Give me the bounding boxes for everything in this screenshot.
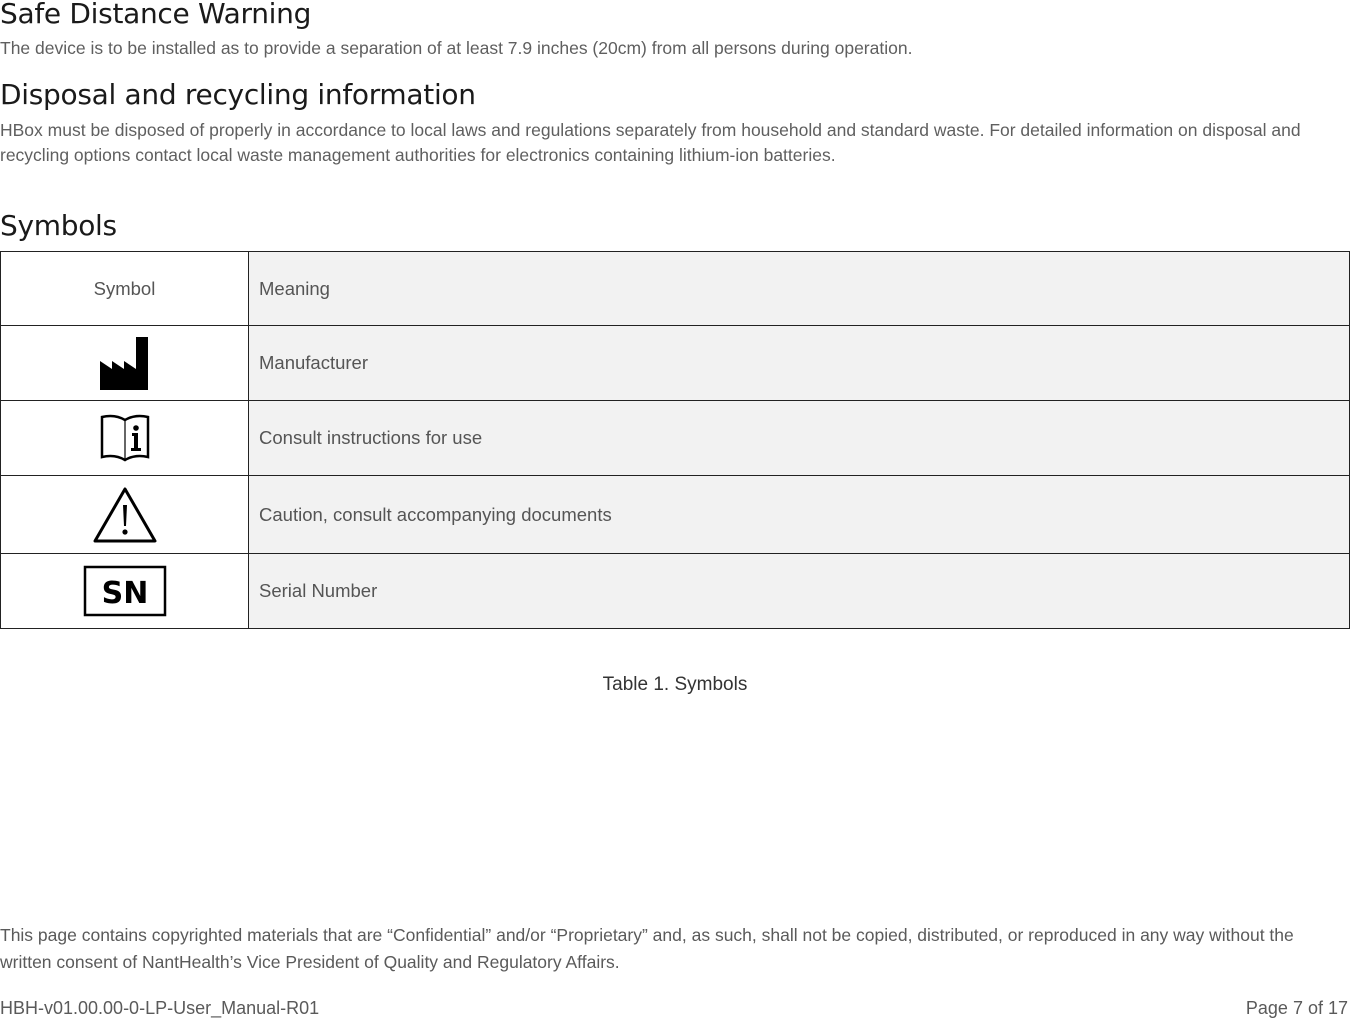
table-row (1, 401, 1350, 476)
safe-distance-text: The device is to be installed as to provide a separation of at least 7.9 inches (20cm) from all persons during operation. (0, 38, 913, 58)
serial-number-icon (83, 565, 167, 617)
table-caption: Table 1. Symbols (602, 674, 748, 695)
meaning-cell: Serial Number (249, 554, 1350, 629)
page-number: Page 7 of 17 (1245, 998, 1348, 1018)
caution-icon (92, 486, 158, 544)
meaning-column-header: Meaning (249, 252, 1350, 326)
symbols-heading: Symbols (0, 209, 117, 242)
manufacturer-icon (98, 335, 152, 391)
table-row (1, 554, 1350, 629)
table-row (1, 326, 1350, 401)
symbol-column-header: Symbol (1, 252, 249, 326)
disposal-text: HBox must be disposed of properly in accordance to local laws and regulations separately from household and standard waste. For detailed information on disposal and recycling options contact local waste management authorities for electronics containing lithium-ion batteries. (0, 120, 1301, 165)
document-id: HBH-v01.00.00-0-LP-User_Manual-R01 (0, 998, 320, 1018)
meaning-cell: Consult instructions for use (249, 401, 1350, 476)
serial-number-icon-text: SN (101, 576, 148, 611)
meaning-cell: Manufacturer (249, 326, 1350, 401)
safe-distance-heading: Safe Distance Warning (0, 0, 312, 30)
symbols-table (0, 251, 1350, 629)
table-row (1, 476, 1350, 554)
table-header-row (1, 252, 1350, 326)
confidentiality-notice: This page contains copyrighted materials that are “Confidential” and/or “Proprietary” and, as such, shall not be copied, distributed, or reproduced in any way without the written consent of NantHealth’s Vice President of Quality and Regulatory Affairs. (0, 925, 1294, 972)
meaning-cell: Caution, consult accompanying documents (249, 476, 1350, 554)
instructions-icon (95, 412, 155, 464)
disposal-heading: Disposal and recycling information (0, 78, 476, 111)
